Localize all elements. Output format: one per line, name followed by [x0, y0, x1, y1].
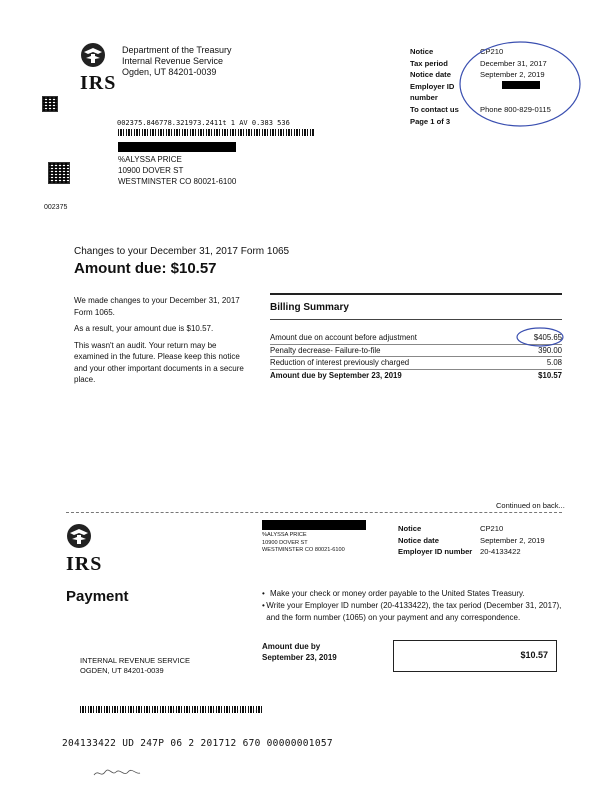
pen-circle-penalty	[515, 326, 565, 348]
irs-logo-text: IRS	[80, 72, 117, 94]
notice-date-row: Notice date September 2, 2019	[410, 70, 545, 80]
stub-irs-logo-text: IRS	[66, 553, 103, 575]
amount-due-label: Amount due by September 23, 2019	[262, 642, 337, 662]
irs-logo	[80, 42, 116, 93]
pen-circle-annotation	[455, 36, 585, 132]
page-row: Page 1 of 3	[410, 116, 451, 126]
notice-row: Notice CP210	[410, 47, 504, 56]
contact-row: To contact us Phone 800-829-0115	[410, 104, 551, 114]
payment-title: Payment	[66, 588, 129, 605]
stub-recipient-address: %ALYSSA PRICE 10900 DOVER ST WESTMINSTER CO 80021-6100	[262, 532, 345, 553]
employer-id-row: Employer ID number	[410, 81, 570, 104]
bill-row: Penalty decrease- Failure-to-file 390.00	[270, 345, 562, 358]
payment-instructions: • Make your check or money order payable to the United States Treasury. • Write your Employer ID number (20-4133422), the tax period (December 31, 2017), and the form number (1065) on your payment and any correspondence.	[262, 589, 562, 622]
stub-redacted-name	[262, 520, 366, 530]
stub-notice-table: Notice CP210 Notice date September 2, 2019 Employer ID number 20-4133422	[398, 524, 545, 557]
amount-enclosed-box[interactable]	[393, 640, 557, 672]
amount-due-title: Amount due: $10.57	[74, 260, 217, 277]
billing-summary-title: Billing Summary	[270, 302, 349, 313]
amount-value: $10.57	[520, 650, 548, 660]
recipient-address: %ALYSSA PRICE 10900 DOVER ST WESTMINSTER CO 80021-6100	[118, 155, 237, 186]
irs-mailing-address: INTERNAL REVENUE SERVICE OGDEN, UT 84201-0039	[80, 656, 191, 675]
irs-eagle-icon	[66, 523, 92, 549]
stub-irs-logo	[66, 523, 102, 574]
tax-period-row: Tax period December 31, 2017	[410, 58, 547, 68]
notice-subtitle: Changes to your December 31, 2017 Form 1065	[74, 246, 290, 257]
postal-barcode	[118, 129, 314, 136]
qr-code	[48, 162, 70, 184]
bill-row: Reduction of interest previously charged 5.08	[270, 357, 562, 370]
side-code: 002375	[44, 204, 68, 211]
redacted-name	[118, 142, 236, 152]
bill-total-row: Amount due by September 23, 2019 $10.57	[270, 370, 562, 380]
scan-line: 204133422 UD 247P 06 2 201712 670 00000001057	[62, 738, 333, 749]
agency-address: Department of the Treasury Internal Revenue Service Ogden, UT 84201-0039	[122, 45, 232, 77]
mail-code: 002375.846778.321973.2411t 1 AV 0.383 536	[117, 119, 290, 127]
tear-line	[66, 512, 562, 513]
bullet-icon: •	[262, 601, 265, 610]
irs-barcode	[80, 706, 262, 713]
small-qr-code	[42, 96, 58, 112]
irs-eagle-icon	[80, 42, 106, 68]
bullet-icon: •	[262, 589, 265, 598]
explanation: We made changes to your December 31, 2017 Form 1065. As a result, your amount due is $10.57. This wasn't an audit. Your return may be examined in the future. Please keep this notice and your other important documents in a secure place.	[74, 296, 244, 384]
continued-on-back: Continued on back...	[496, 501, 565, 510]
handwritten-scribble	[92, 766, 142, 780]
bill-row: Amount due on account before adjustment $405.65	[270, 332, 562, 345]
